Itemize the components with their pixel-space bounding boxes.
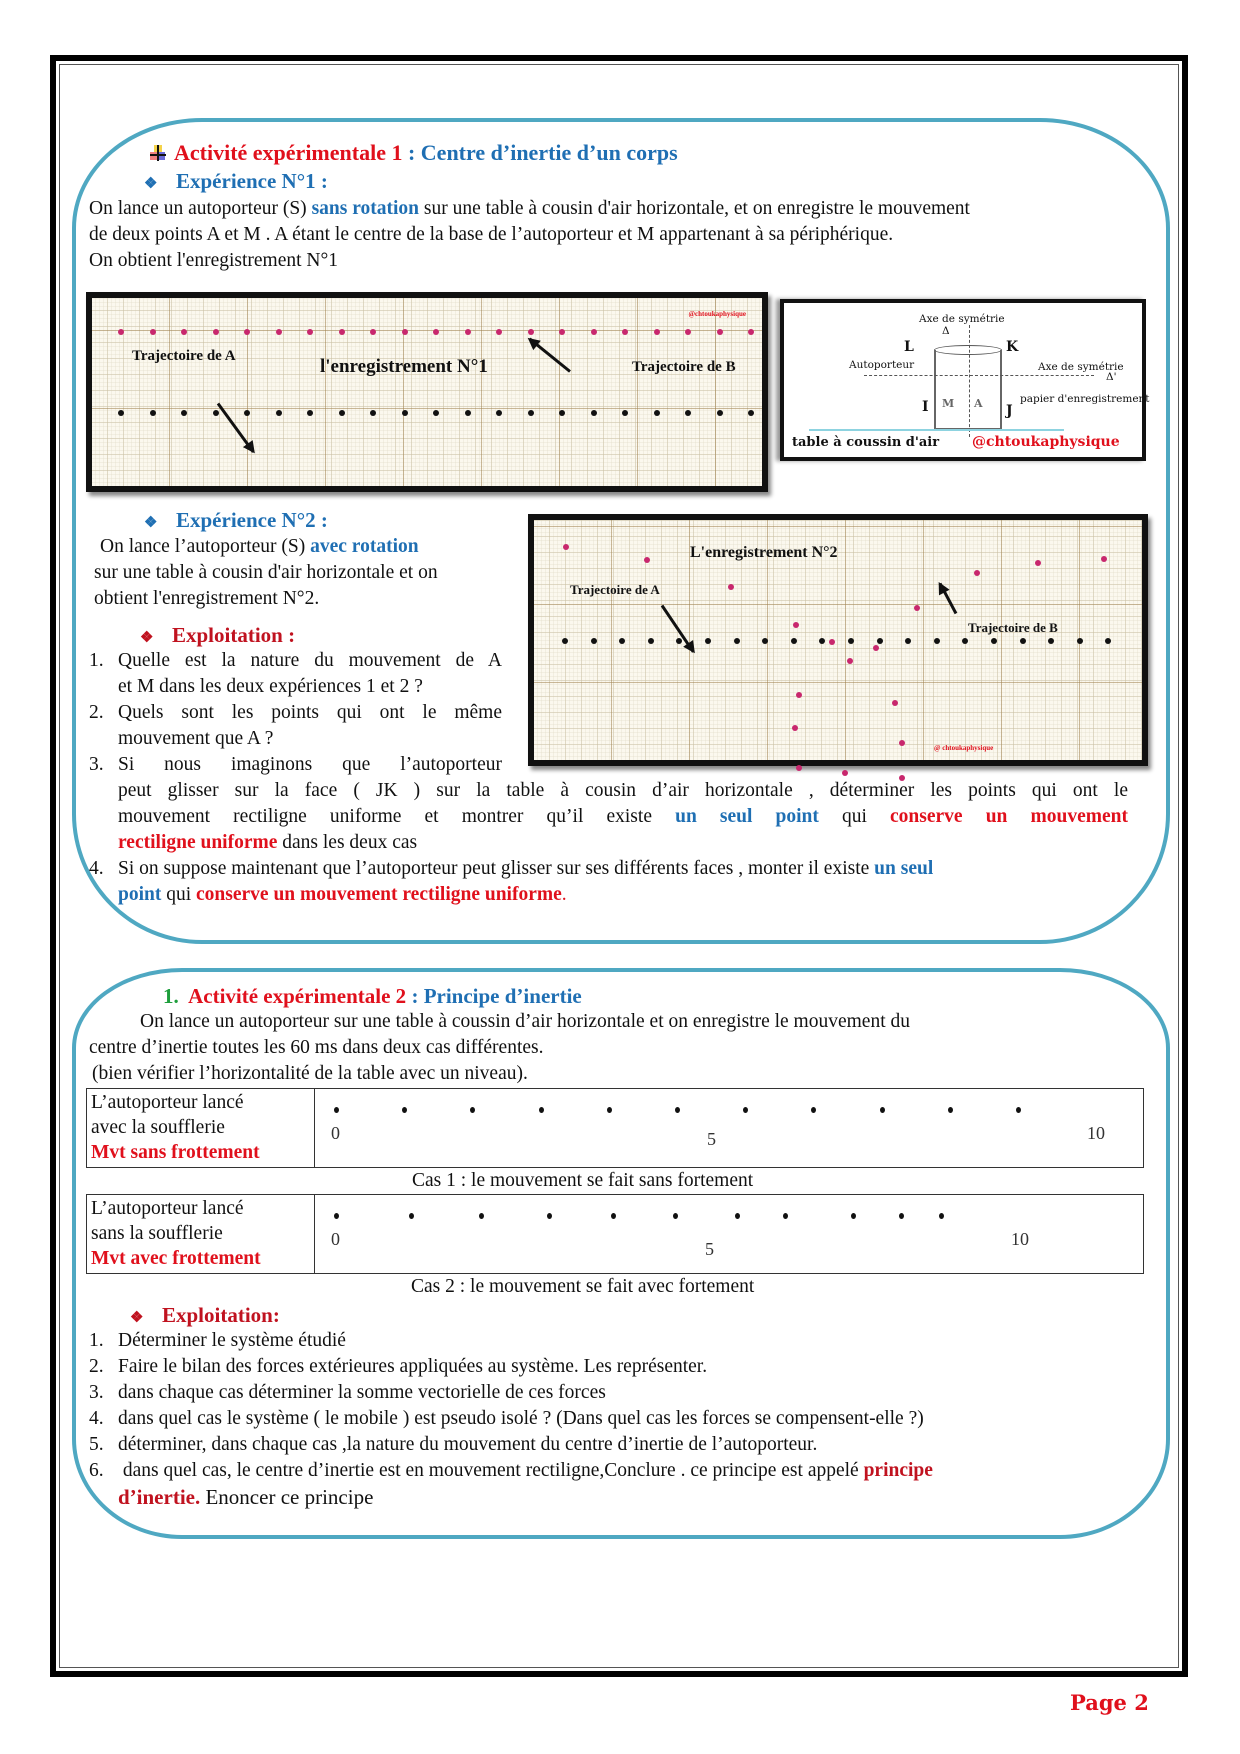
diamond-bullet-icon: ❖	[140, 630, 154, 646]
trace-dot	[842, 770, 848, 776]
trace-dot	[1101, 556, 1107, 562]
exploit-2-item-5: 5. déterminer, dans chaque cas ,la nature du mouvement du centre d’inertie de l’autoporteur.	[89, 1434, 818, 1455]
exploit-1-q4-num: 4.	[89, 858, 104, 879]
trace-dot	[1035, 560, 1041, 566]
trace-dot	[559, 410, 565, 416]
trace-dot	[409, 1213, 414, 1219]
trace-dot	[654, 329, 660, 335]
trace-dot	[974, 570, 980, 576]
trace-dot	[880, 1107, 885, 1113]
trace-dot	[939, 1213, 944, 1219]
trace-dot	[334, 1107, 339, 1113]
trace-dot	[607, 1107, 612, 1113]
trace-dot	[334, 1213, 339, 1219]
trace-dot	[791, 638, 797, 644]
exploit-2-item-3: 3. dans chaque cas déterminer la somme vectorielle de ces forces	[89, 1382, 606, 1403]
trace-dot	[1048, 638, 1054, 644]
trajectory-b-label: Trajectoire de B	[968, 620, 1058, 635]
exploitation-2-heading: ❖ Exploitation:	[130, 1302, 280, 1331]
trace-dot	[118, 410, 124, 416]
trace-dot	[851, 1213, 856, 1219]
trajectory-a-label: Trajectoire de A	[570, 582, 660, 597]
trace-dot	[676, 638, 682, 644]
exploit-1-q3-line3: mouvement rectiligne uniforme et montrer qu’il existe un seul point qui conserve un mouvement	[118, 806, 1128, 827]
exploit-1-q2-line2: mouvement que A ?	[118, 728, 274, 749]
trace-dot	[559, 329, 565, 335]
exploit-2-item-4: 4. dans quel cas le système ( le mobile ) est pseudo isolé ? (Dans quel cas les forces se compensent-elle ?)	[89, 1408, 924, 1429]
trace-dot	[1016, 1107, 1021, 1113]
trace-dot	[934, 638, 940, 644]
exploit-1-q1-line1: Quelle est la nature du mouvement de A	[118, 650, 502, 671]
trace-dot	[402, 329, 408, 335]
trace-dot	[496, 410, 502, 416]
activity-2-title: Principe d’inertie	[423, 984, 582, 1008]
trace-dot	[539, 1107, 544, 1113]
trace-dot	[1077, 638, 1083, 644]
trace-dot	[479, 1213, 484, 1219]
trace-dot	[748, 410, 754, 416]
experiment-1-text-line3: On obtient l'enregistrement N°1	[89, 250, 339, 271]
trace-dot	[622, 329, 628, 335]
trace-dot	[796, 765, 802, 771]
trace-dot	[783, 1213, 788, 1219]
diamond-bullet-icon: ❖	[130, 1310, 144, 1326]
trajectory-a-label: Trajectoire de A	[132, 348, 236, 364]
trace-dot	[991, 638, 997, 644]
trace-dot	[433, 329, 439, 335]
trace-dot	[673, 1213, 678, 1219]
trace-dot	[370, 410, 376, 416]
trace-dot	[276, 410, 282, 416]
trace-dot	[685, 329, 691, 335]
trace-dot	[948, 1107, 953, 1113]
trace-dot	[962, 638, 968, 644]
trace-dot	[735, 1213, 740, 1219]
exploit-1-q1-line2: et M dans les deux expériences 1 et 2 ?	[118, 676, 423, 697]
trace-dot	[873, 645, 879, 651]
experiment-2-text-line1: On lance l’autoporteur (S) avec rotation	[100, 536, 419, 557]
case-1-row	[86, 1088, 1144, 1168]
trace-dot	[622, 410, 628, 416]
activity-2-heading: 1. Activité expérimentale 2 : Principe d’inertie	[163, 984, 582, 1008]
arrow-icon	[529, 338, 571, 373]
trace-dot	[762, 638, 768, 644]
exploit-1-q3-line2: peut glisser sur la face ( JK ) sur la table à cousin d’air horizontale , déterminer les points qui ont le	[118, 780, 1128, 801]
case-1-caption: Cas 1 : le mouvement se fait sans fortement	[412, 1170, 754, 1191]
trace-dot	[811, 1107, 816, 1113]
exploit-1-q2-num: 2.	[89, 702, 104, 723]
trace-dot	[591, 329, 597, 335]
trace-dot	[905, 638, 911, 644]
case-2-chronophotography: 0 5 10	[315, 1195, 1143, 1273]
trace-dot	[717, 329, 723, 335]
diamond-bullet-icon: ❖	[144, 176, 158, 192]
exploit-1-q1-num: 1.	[89, 650, 104, 671]
trace-dot	[370, 329, 376, 335]
trace-dot	[728, 584, 734, 590]
activity-2-intro-line2: centre d’inertie toutes les 60 ms dans deux cas différentes.	[89, 1037, 544, 1058]
trace-dot	[685, 410, 691, 416]
trace-dot	[914, 605, 920, 611]
page-number: Page 2	[1070, 1690, 1149, 1715]
trace-dot	[829, 639, 835, 645]
recording-1-image: @chtoukaphysique Trajectoire de A l'enregistrement N°1 Trajectoire de B	[86, 292, 768, 492]
trace-dot	[276, 329, 282, 335]
experiment-2-text-line2: sur une table à cousin d'air horizontale et on	[94, 562, 438, 583]
autoporteur-diagram: Axe de symétrie Δ L K Autoporteur Axe de symétrie Δ' I M A J papier d'enregistrement table à coussin d'air @chtoukaphysique	[780, 299, 1146, 461]
exploitation-1-heading: ❖ Exploitation :	[140, 622, 295, 651]
exploit-2-item-2: 2. Faire le bilan des forces extérieures appliquées au système. Les représenter.	[89, 1356, 708, 1377]
activity-1-title: Centre d’inertie d’un corps	[420, 140, 678, 165]
trace-dot	[1020, 638, 1026, 644]
trace-dot	[244, 329, 250, 335]
trace-dot	[181, 410, 187, 416]
trace-dot	[118, 329, 124, 335]
trace-dot	[743, 1107, 748, 1113]
exploit-1-q3-num: 3.	[89, 754, 104, 775]
activity-1-heading: Activité expérimentale 1 : Centre d’inertie d’un corps	[150, 140, 678, 166]
experiment-1-text-line2: de deux points A et M . A étant le centre de la base de l’autoporteur et M appartenant à sa périphérique.	[89, 224, 894, 245]
trace-dot	[307, 410, 313, 416]
recording-1-title: l'enregistrement N°1	[320, 356, 488, 377]
trace-dot	[213, 329, 219, 335]
arrow-icon	[661, 605, 695, 653]
trajectory-b-label: Trajectoire de B	[632, 359, 736, 375]
trace-dot	[847, 658, 853, 664]
trace-dot	[734, 638, 740, 644]
exploit-1-q4-line2: point qui conserve un mouvement rectiligne uniforme.	[118, 884, 567, 905]
arrow-icon	[939, 583, 958, 614]
trace-dot	[899, 1213, 904, 1219]
recording-2-image: L'enregistrement N°2 Trajectoire de A Trajectoire de B @ chtoukaphysique	[528, 514, 1148, 766]
trace-dot	[877, 638, 883, 644]
activity-2-intro-line1: On lance un autoporteur sur une table à coussin d’air horizontale et on enregistre le mouvement du	[140, 1011, 910, 1032]
trace-dot	[465, 410, 471, 416]
case-2-row	[86, 1194, 1144, 1274]
trace-dot	[307, 329, 313, 335]
trace-dot	[465, 329, 471, 335]
exploit-1-q2-line1: Quels sont les points qui ont le même	[118, 702, 502, 723]
trace-dot	[1105, 638, 1111, 644]
trace-dot	[619, 638, 625, 644]
trace-dot	[562, 638, 568, 644]
trace-dot	[899, 740, 905, 746]
recording-2-title: L'enregistrement N°2	[690, 544, 838, 561]
experiment-2-heading: ❖ Expérience N°2 :	[144, 507, 328, 536]
trace-dot	[402, 1107, 407, 1113]
experiment-2-text-line3: obtient l'enregistrement N°2.	[94, 588, 320, 609]
trace-dot	[654, 410, 660, 416]
trace-dot	[150, 329, 156, 335]
trace-dot	[213, 410, 219, 416]
trace-dot	[496, 329, 502, 335]
case-2-tag: Mvt avec frottement	[91, 1248, 261, 1269]
trace-dot	[402, 410, 408, 416]
exploit-1-q3-line4: rectiligne uniforme dans les deux cas	[118, 832, 418, 853]
trace-dot	[563, 544, 569, 550]
trace-dot	[611, 1213, 616, 1219]
trace-dot	[848, 638, 854, 644]
trace-dot	[705, 638, 711, 644]
trace-dot	[793, 622, 799, 628]
trace-dot	[591, 410, 597, 416]
activity-2-intro-line3: (bien vérifier l’horizontalité de la table avec un niveau).	[92, 1063, 528, 1084]
trace-dot	[181, 329, 187, 335]
experiment-1-text-line1: On lance un autoporteur (S) sans rotation sur une table à cousin d'air horizontale, et on enregistre le mouvement	[89, 198, 970, 219]
case-2-description: L’autoporteur lancé sans la soufflerie Mvt avec frottement	[87, 1195, 315, 1273]
trace-dot	[591, 638, 597, 644]
trace-dot	[892, 700, 898, 706]
diamond-bullet-icon: ❖	[144, 515, 158, 531]
trace-dot	[792, 725, 798, 731]
trace-dot	[748, 329, 754, 335]
trace-dot	[717, 410, 723, 416]
case-1-tag: Mvt sans frottement	[91, 1142, 260, 1163]
trace-dot	[470, 1107, 475, 1113]
trace-dot	[796, 692, 802, 698]
trace-dot	[528, 410, 534, 416]
trace-dot	[547, 1213, 552, 1219]
trace-dot	[339, 410, 345, 416]
trace-dot	[339, 329, 345, 335]
exploit-1-q4-line1: Si on suppose maintenant que l’autoporteur peut glisser sur ses différents faces , monter il existe un seul	[118, 858, 934, 879]
experiment-1-heading: ❖ Expérience N°1 :	[144, 168, 328, 197]
trace-dot	[433, 410, 439, 416]
case-1-chronophotography: 0 5 10	[315, 1089, 1143, 1167]
trace-dot	[644, 557, 650, 563]
exploit-2-item-6: 6. dans quel cas, le centre d’inertie est en mouvement rectiligne,Conclure . ce principe est appelé principe	[89, 1460, 933, 1481]
bullet-cross-icon	[150, 145, 166, 161]
exploit-2-item-1: 1. Déterminer le système étudié	[89, 1330, 346, 1351]
trace-dot	[819, 638, 825, 644]
exploit-1-q3-line1: Si nous imaginons que l’autoporteur	[118, 754, 502, 775]
trace-dot	[675, 1107, 680, 1113]
trace-dot	[244, 410, 250, 416]
case-1-description: L’autoporteur lancé avec la soufflerie Mvt sans frottement	[87, 1089, 315, 1167]
case-2-caption: Cas 2 : le mouvement se fait avec fortement	[411, 1276, 755, 1297]
trace-dot	[150, 410, 156, 416]
exploit-2-item-6-cont: d’inertie. Enoncer ce principe	[118, 1485, 374, 1509]
trace-dot	[648, 638, 654, 644]
